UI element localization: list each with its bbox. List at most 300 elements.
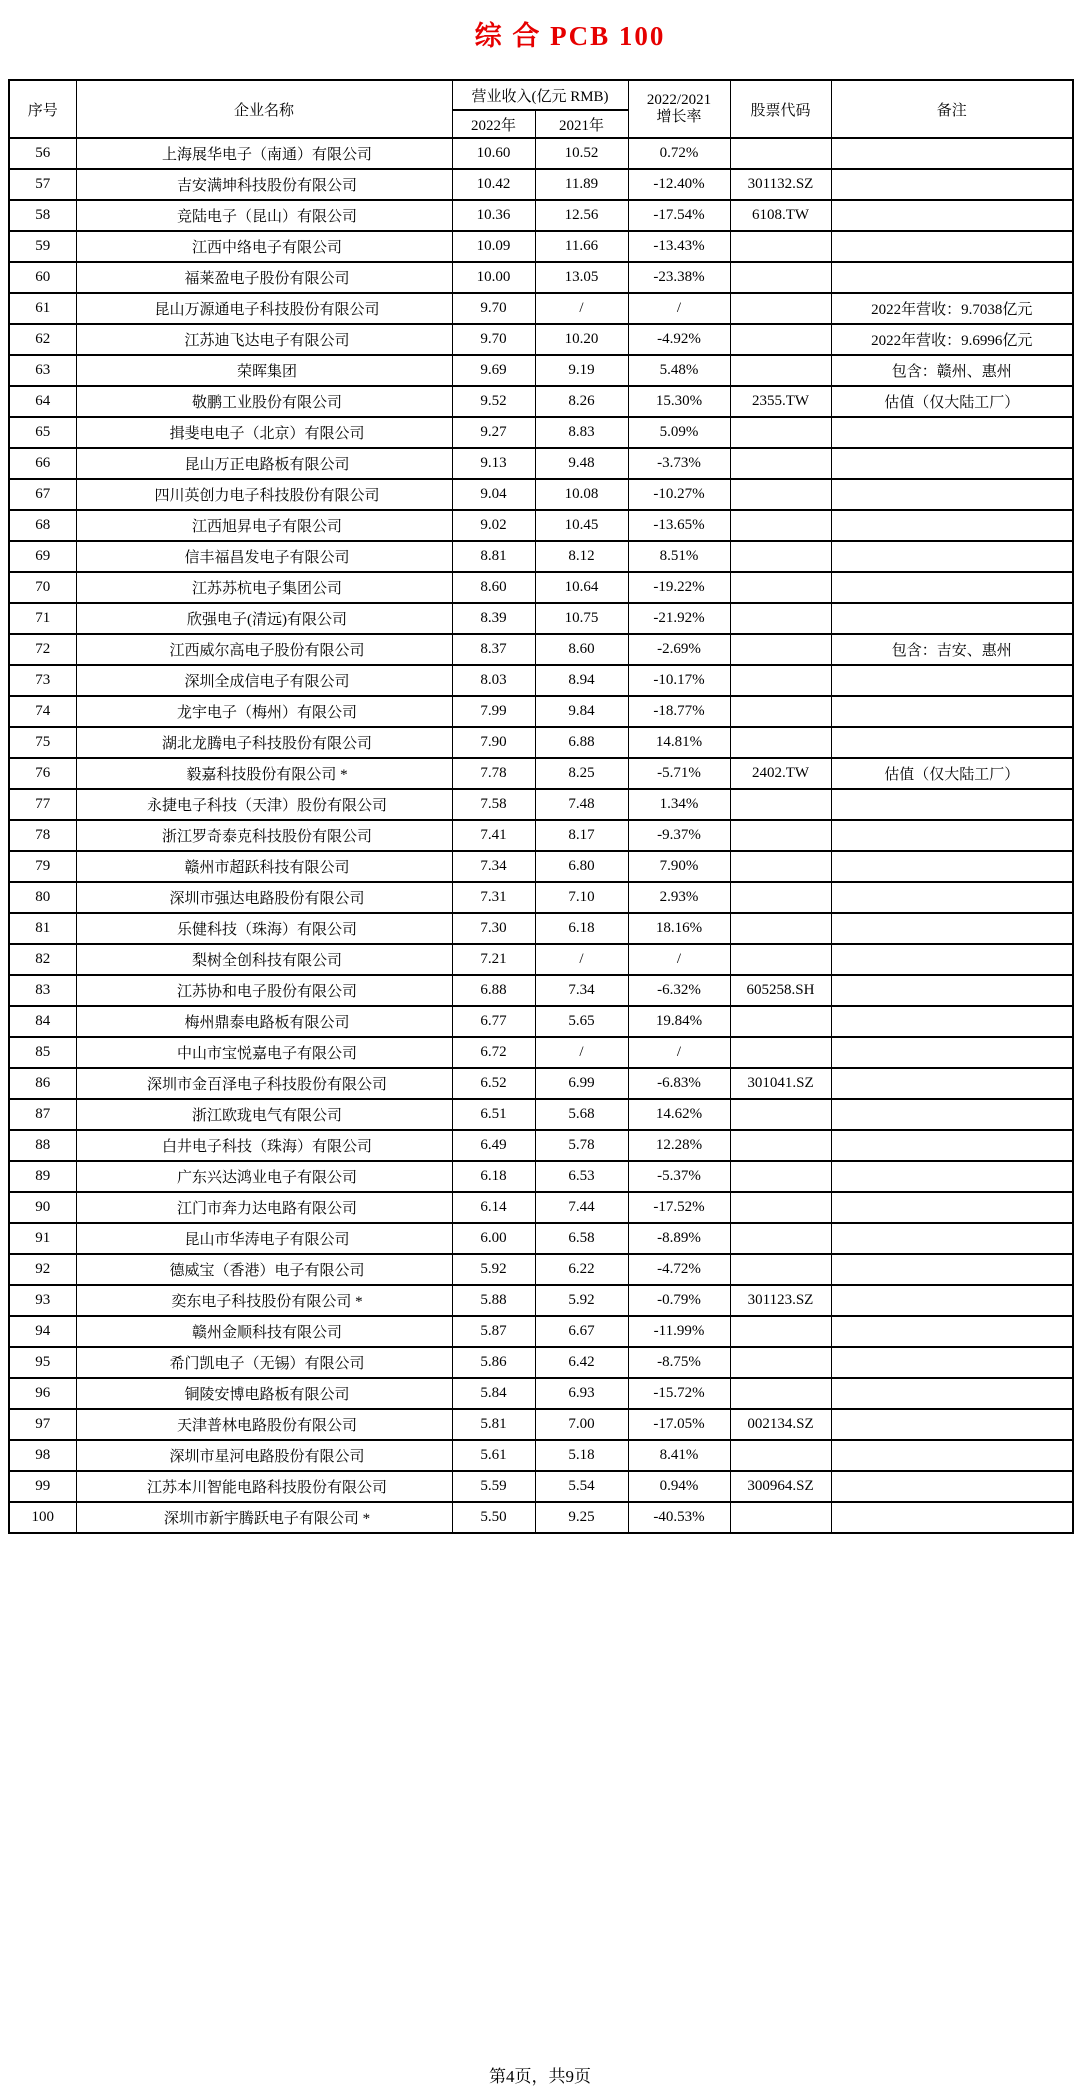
- cell-company: 奕东电子科技股份有限公司 *: [76, 1285, 452, 1316]
- cell-stock-code: [730, 1099, 831, 1130]
- cell-growth: 12.28%: [628, 1130, 730, 1161]
- cell-growth: -4.72%: [628, 1254, 730, 1285]
- cell-revenue-2021: 8.26: [535, 386, 628, 417]
- cell-stock-code: [730, 417, 831, 448]
- cell-remark: [831, 1161, 1073, 1192]
- cell-growth: -10.17%: [628, 665, 730, 696]
- cell-revenue-2021: 6.22: [535, 1254, 628, 1285]
- cell-stock-code: [730, 138, 831, 169]
- table-row: [9, 1409, 1073, 1440]
- table-row: [9, 1130, 1073, 1161]
- cell-rank: 94: [9, 1316, 76, 1347]
- cell-company: 四川英创力电子科技股份有限公司: [76, 479, 452, 510]
- cell-company: 深圳全成信电子有限公司: [76, 665, 452, 696]
- table-row: [9, 541, 1073, 572]
- cell-revenue-2021: 8.12: [535, 541, 628, 572]
- table-row: [9, 293, 1073, 324]
- header-2022: 2022年: [452, 110, 535, 138]
- cell-growth: 5.48%: [628, 355, 730, 386]
- cell-growth: 7.90%: [628, 851, 730, 882]
- cell-growth: /: [628, 944, 730, 975]
- cell-revenue-2021: 7.48: [535, 789, 628, 820]
- cell-stock-code: [730, 293, 831, 324]
- cell-remark: [831, 231, 1073, 262]
- cell-rank: 96: [9, 1378, 76, 1409]
- cell-revenue-2022: 6.49: [452, 1130, 535, 1161]
- cell-remark: [831, 479, 1073, 510]
- cell-rank: 97: [9, 1409, 76, 1440]
- cell-rank: 59: [9, 231, 76, 262]
- cell-remark: [831, 1471, 1073, 1502]
- cell-growth: -17.05%: [628, 1409, 730, 1440]
- cell-company: 中山市宝悦嘉电子有限公司: [76, 1037, 452, 1068]
- cell-rank: 89: [9, 1161, 76, 1192]
- cell-rank: 80: [9, 882, 76, 913]
- cell-revenue-2022: 7.31: [452, 882, 535, 913]
- table-row: [9, 665, 1073, 696]
- cell-stock-code: [730, 1161, 831, 1192]
- table-row: [9, 944, 1073, 975]
- header-rank: 序号: [9, 80, 76, 138]
- cell-rank: 58: [9, 200, 76, 231]
- cell-stock-code: [730, 696, 831, 727]
- cell-revenue-2022: 8.37: [452, 634, 535, 665]
- cell-remark: [831, 696, 1073, 727]
- table-row: [9, 882, 1073, 913]
- cell-growth: -3.73%: [628, 448, 730, 479]
- cell-revenue-2022: 6.88: [452, 975, 535, 1006]
- cell-revenue-2021: /: [535, 944, 628, 975]
- table-row: [9, 324, 1073, 355]
- table-row: [9, 510, 1073, 541]
- cell-revenue-2022: 9.69: [452, 355, 535, 386]
- table-row: [9, 1440, 1073, 1471]
- cell-stock-code: [730, 820, 831, 851]
- cell-growth: -2.69%: [628, 634, 730, 665]
- cell-revenue-2021: 7.00: [535, 1409, 628, 1440]
- cell-stock-code: [730, 510, 831, 541]
- cell-stock-code: [730, 479, 831, 510]
- cell-growth: 1.34%: [628, 789, 730, 820]
- cell-revenue-2021: 12.56: [535, 200, 628, 231]
- cell-growth: 8.51%: [628, 541, 730, 572]
- cell-revenue-2022: 8.60: [452, 572, 535, 603]
- cell-revenue-2021: 10.64: [535, 572, 628, 603]
- cell-rank: 86: [9, 1068, 76, 1099]
- cell-revenue-2022: 9.13: [452, 448, 535, 479]
- cell-stock-code: 2355.TW: [730, 386, 831, 417]
- cell-revenue-2021: 8.17: [535, 820, 628, 851]
- cell-revenue-2021: 5.18: [535, 1440, 628, 1471]
- table-row: [9, 1285, 1073, 1316]
- cell-remark: [831, 1285, 1073, 1316]
- cell-revenue-2022: 10.00: [452, 262, 535, 293]
- cell-revenue-2022: 9.27: [452, 417, 535, 448]
- cell-company: 乐健科技（珠海）有限公司: [76, 913, 452, 944]
- cell-remark: 包含：赣州、惠州: [831, 355, 1073, 386]
- cell-company: 敬鹏工业股份有限公司: [76, 386, 452, 417]
- cell-rank: 66: [9, 448, 76, 479]
- cell-growth: -21.92%: [628, 603, 730, 634]
- table-row: [9, 1068, 1073, 1099]
- cell-revenue-2022: 5.61: [452, 1440, 535, 1471]
- cell-stock-code: [730, 634, 831, 665]
- cell-rank: 68: [9, 510, 76, 541]
- cell-stock-code: 2402.TW: [730, 758, 831, 789]
- cell-stock-code: [730, 789, 831, 820]
- cell-revenue-2021: 6.80: [535, 851, 628, 882]
- table-row: [9, 1161, 1073, 1192]
- cell-rank: 95: [9, 1347, 76, 1378]
- table-row: [9, 789, 1073, 820]
- cell-rank: 77: [9, 789, 76, 820]
- cell-revenue-2022: 5.88: [452, 1285, 535, 1316]
- cell-growth: -17.52%: [628, 1192, 730, 1223]
- cell-growth: -15.72%: [628, 1378, 730, 1409]
- cell-company: 浙江罗奇泰克科技股份有限公司: [76, 820, 452, 851]
- table-row: [9, 1223, 1073, 1254]
- cell-rank: 88: [9, 1130, 76, 1161]
- cell-remark: [831, 1099, 1073, 1130]
- cell-revenue-2022: 6.18: [452, 1161, 535, 1192]
- table-body: [9, 138, 1073, 1533]
- header-growth-line1: 2022/2021: [646, 91, 712, 108]
- cell-revenue-2022: 9.04: [452, 479, 535, 510]
- cell-remark: [831, 169, 1073, 200]
- table-row: [9, 448, 1073, 479]
- cell-revenue-2021: 10.20: [535, 324, 628, 355]
- cell-rank: 56: [9, 138, 76, 169]
- cell-company: 江西中络电子有限公司: [76, 231, 452, 262]
- cell-stock-code: [730, 1440, 831, 1471]
- cell-stock-code: [730, 355, 831, 386]
- cell-company: 江门市奔力达电路有限公司: [76, 1192, 452, 1223]
- cell-stock-code: [730, 913, 831, 944]
- table-row: [9, 1037, 1073, 1068]
- cell-growth: 0.72%: [628, 138, 730, 169]
- cell-rank: 74: [9, 696, 76, 727]
- cell-revenue-2021: 7.10: [535, 882, 628, 913]
- cell-revenue-2021: 6.53: [535, 1161, 628, 1192]
- cell-company: 深圳市新宇腾跃电子有限公司 *: [76, 1502, 452, 1533]
- cell-revenue-2021: 6.58: [535, 1223, 628, 1254]
- cell-revenue-2022: 9.70: [452, 293, 535, 324]
- cell-growth: -5.37%: [628, 1161, 730, 1192]
- cell-company: 江西旭昇电子有限公司: [76, 510, 452, 541]
- cell-rank: 85: [9, 1037, 76, 1068]
- cell-stock-code: 002134.SZ: [730, 1409, 831, 1440]
- cell-company: 竞陆电子（昆山）有限公司: [76, 200, 452, 231]
- cell-remark: [831, 1223, 1073, 1254]
- cell-company: 江西威尔高电子股份有限公司: [76, 634, 452, 665]
- cell-growth: -6.32%: [628, 975, 730, 1006]
- cell-rank: 100: [9, 1502, 76, 1533]
- cell-stock-code: [730, 448, 831, 479]
- cell-revenue-2021: 6.42: [535, 1347, 628, 1378]
- cell-revenue-2021: 9.84: [535, 696, 628, 727]
- header-revenue-group: 营业收入(亿元 RMB): [452, 80, 628, 110]
- cell-revenue-2022: 7.34: [452, 851, 535, 882]
- cell-growth: -6.83%: [628, 1068, 730, 1099]
- cell-revenue-2021: 11.89: [535, 169, 628, 200]
- table-row: [9, 1316, 1073, 1347]
- pcb-ranking-table: [8, 79, 1074, 1534]
- cell-revenue-2021: 10.45: [535, 510, 628, 541]
- cell-company: 浙江欧珑电气有限公司: [76, 1099, 452, 1130]
- cell-rank: 67: [9, 479, 76, 510]
- cell-revenue-2021: 7.34: [535, 975, 628, 1006]
- cell-growth: 14.62%: [628, 1099, 730, 1130]
- cell-revenue-2021: 8.60: [535, 634, 628, 665]
- cell-company: 荣晖集团: [76, 355, 452, 386]
- cell-growth: -9.37%: [628, 820, 730, 851]
- cell-remark: [831, 1440, 1073, 1471]
- cell-company: 赣州金顺科技有限公司: [76, 1316, 452, 1347]
- cell-remark: [831, 1409, 1073, 1440]
- table-row: [9, 1254, 1073, 1285]
- cell-remark: [831, 138, 1073, 169]
- table-row: [9, 386, 1073, 417]
- cell-revenue-2022: 5.50: [452, 1502, 535, 1533]
- cell-growth: -18.77%: [628, 696, 730, 727]
- cell-company: 梅州鼎泰电路板有限公司: [76, 1006, 452, 1037]
- cell-company: 湖北龙腾电子科技股份有限公司: [76, 727, 452, 758]
- cell-remark: [831, 510, 1073, 541]
- cell-company: 欣强电子(清远)有限公司: [76, 603, 452, 634]
- table-row: [9, 851, 1073, 882]
- cell-growth: -23.38%: [628, 262, 730, 293]
- cell-stock-code: 6108.TW: [730, 200, 831, 231]
- cell-rank: 78: [9, 820, 76, 851]
- cell-revenue-2022: 8.39: [452, 603, 535, 634]
- cell-stock-code: [730, 1347, 831, 1378]
- cell-rank: 65: [9, 417, 76, 448]
- cell-stock-code: 300964.SZ: [730, 1471, 831, 1502]
- cell-remark: 估值（仅大陆工厂）: [831, 758, 1073, 789]
- table-row: [9, 634, 1073, 665]
- cell-rank: 98: [9, 1440, 76, 1471]
- cell-growth: -17.54%: [628, 200, 730, 231]
- cell-revenue-2022: 5.84: [452, 1378, 535, 1409]
- cell-remark: [831, 1192, 1073, 1223]
- cell-revenue-2021: 5.92: [535, 1285, 628, 1316]
- cell-stock-code: [730, 603, 831, 634]
- cell-remark: [831, 1068, 1073, 1099]
- cell-rank: 64: [9, 386, 76, 417]
- cell-stock-code: [730, 1378, 831, 1409]
- cell-revenue-2021: 8.83: [535, 417, 628, 448]
- cell-remark: [831, 1037, 1073, 1068]
- cell-stock-code: [730, 231, 831, 262]
- cell-revenue-2021: 9.48: [535, 448, 628, 479]
- cell-rank: 90: [9, 1192, 76, 1223]
- cell-revenue-2022: 5.87: [452, 1316, 535, 1347]
- cell-stock-code: [730, 851, 831, 882]
- table-row: [9, 479, 1073, 510]
- cell-growth: -8.89%: [628, 1223, 730, 1254]
- table-row: [9, 913, 1073, 944]
- cell-company: 信丰福昌发电子有限公司: [76, 541, 452, 572]
- cell-company: 吉安满坤科技股份有限公司: [76, 169, 452, 200]
- cell-revenue-2022: 8.81: [452, 541, 535, 572]
- cell-rank: 73: [9, 665, 76, 696]
- table-row: [9, 355, 1073, 386]
- cell-company: 毅嘉科技股份有限公司 *: [76, 758, 452, 789]
- cell-revenue-2022: 7.90: [452, 727, 535, 758]
- cell-company: 深圳市星河电路股份有限公司: [76, 1440, 452, 1471]
- cell-company: 赣州市超跃科技有限公司: [76, 851, 452, 882]
- cell-company: 深圳市强达电路股份有限公司: [76, 882, 452, 913]
- cell-remark: [831, 851, 1073, 882]
- cell-revenue-2021: 5.54: [535, 1471, 628, 1502]
- cell-rank: 57: [9, 169, 76, 200]
- cell-company: 德威宝（香港）电子有限公司: [76, 1254, 452, 1285]
- table-row: [9, 1378, 1073, 1409]
- cell-remark: [831, 944, 1073, 975]
- cell-remark: [831, 975, 1073, 1006]
- cell-stock-code: [730, 1223, 831, 1254]
- header-company: 企业名称: [76, 80, 452, 138]
- cell-growth: -10.27%: [628, 479, 730, 510]
- cell-remark: [831, 820, 1073, 851]
- cell-growth: 0.94%: [628, 1471, 730, 1502]
- cell-company: 昆山万正电路板有限公司: [76, 448, 452, 479]
- header-growth-line2: 增长率: [656, 109, 702, 125]
- cell-rank: 93: [9, 1285, 76, 1316]
- cell-revenue-2022: 10.09: [452, 231, 535, 262]
- cell-growth: 2.93%: [628, 882, 730, 913]
- cell-remark: [831, 913, 1073, 944]
- cell-company: 广东兴达鸿业电子有限公司: [76, 1161, 452, 1192]
- cell-revenue-2022: 6.72: [452, 1037, 535, 1068]
- cell-rank: 87: [9, 1099, 76, 1130]
- cell-rank: 75: [9, 727, 76, 758]
- cell-rank: 70: [9, 572, 76, 603]
- cell-revenue-2021: 11.66: [535, 231, 628, 262]
- cell-rank: 69: [9, 541, 76, 572]
- cell-revenue-2021: 5.78: [535, 1130, 628, 1161]
- cell-company: 天津普林电路股份有限公司: [76, 1409, 452, 1440]
- cell-remark: 2022年营收：9.6996亿元: [831, 324, 1073, 355]
- table-row: [9, 1192, 1073, 1223]
- cell-stock-code: [730, 262, 831, 293]
- cell-remark: [831, 1378, 1073, 1409]
- cell-stock-code: [730, 727, 831, 758]
- cell-rank: 92: [9, 1254, 76, 1285]
- cell-revenue-2022: 5.92: [452, 1254, 535, 1285]
- cell-stock-code: [730, 882, 831, 913]
- cell-growth: -12.40%: [628, 169, 730, 200]
- header-stock-code: 股票代码: [730, 80, 831, 138]
- cell-revenue-2022: 7.99: [452, 696, 535, 727]
- cell-revenue-2021: 13.05: [535, 262, 628, 293]
- cell-rank: 60: [9, 262, 76, 293]
- table-row: [9, 696, 1073, 727]
- cell-revenue-2022: 9.70: [452, 324, 535, 355]
- cell-growth: 19.84%: [628, 1006, 730, 1037]
- cell-stock-code: [730, 1192, 831, 1223]
- cell-growth: -5.71%: [628, 758, 730, 789]
- cell-growth: -4.92%: [628, 324, 730, 355]
- cell-remark: [831, 1316, 1073, 1347]
- table-row: [9, 262, 1073, 293]
- cell-remark: [831, 882, 1073, 913]
- cell-remark: [831, 1254, 1073, 1285]
- cell-revenue-2022: 10.60: [452, 138, 535, 169]
- cell-company: 昆山市华涛电子有限公司: [76, 1223, 452, 1254]
- cell-remark: [831, 665, 1073, 696]
- cell-rank: 82: [9, 944, 76, 975]
- cell-revenue-2021: 6.93: [535, 1378, 628, 1409]
- header-growth: [628, 80, 730, 138]
- cell-company: 铜陵安博电路板有限公司: [76, 1378, 452, 1409]
- cell-revenue-2021: 5.65: [535, 1006, 628, 1037]
- cell-revenue-2022: 5.81: [452, 1409, 535, 1440]
- cell-stock-code: [730, 324, 831, 355]
- table-row: [9, 572, 1073, 603]
- header-remark: 备注: [831, 80, 1073, 138]
- table-row: [9, 1502, 1073, 1533]
- cell-stock-code: [730, 1502, 831, 1533]
- cell-revenue-2022: 7.41: [452, 820, 535, 851]
- cell-revenue-2022: 6.00: [452, 1223, 535, 1254]
- cell-growth: -40.53%: [628, 1502, 730, 1533]
- cell-company: 江苏协和电子股份有限公司: [76, 975, 452, 1006]
- cell-revenue-2022: 5.86: [452, 1347, 535, 1378]
- cell-remark: [831, 727, 1073, 758]
- cell-rank: 61: [9, 293, 76, 324]
- cell-company: 江苏迪飞达电子有限公司: [76, 324, 452, 355]
- cell-rank: 71: [9, 603, 76, 634]
- cell-revenue-2022: 9.02: [452, 510, 535, 541]
- cell-remark: [831, 200, 1073, 231]
- table-row: [9, 200, 1073, 231]
- cell-company: 龙宇电子（梅州）有限公司: [76, 696, 452, 727]
- cell-revenue-2021: 6.67: [535, 1316, 628, 1347]
- cell-remark: [831, 789, 1073, 820]
- cell-company: 白井电子科技（珠海）有限公司: [76, 1130, 452, 1161]
- cell-revenue-2022: 7.58: [452, 789, 535, 820]
- cell-stock-code: [730, 1316, 831, 1347]
- cell-company: 上海展华电子（南通）有限公司: [76, 138, 452, 169]
- cell-remark: 估值（仅大陆工厂）: [831, 386, 1073, 417]
- cell-remark: [831, 448, 1073, 479]
- page-footer: 第4页，共9页: [489, 2067, 591, 2086]
- cell-company: 永捷电子科技（天津）股份有限公司: [76, 789, 452, 820]
- cell-revenue-2022: 10.42: [452, 169, 535, 200]
- table-row: [9, 417, 1073, 448]
- cell-company: 希门凯电子（无锡）有限公司: [76, 1347, 452, 1378]
- table-header: [9, 80, 1073, 138]
- cell-growth: -13.43%: [628, 231, 730, 262]
- table-row: [9, 1006, 1073, 1037]
- cell-revenue-2021: /: [535, 293, 628, 324]
- cell-growth: 8.41%: [628, 1440, 730, 1471]
- cell-rank: 84: [9, 1006, 76, 1037]
- table-row: [9, 138, 1073, 169]
- cell-growth: /: [628, 293, 730, 324]
- cell-stock-code: 605258.SH: [730, 975, 831, 1006]
- header-2021: 2021年: [535, 110, 628, 138]
- cell-remark: [831, 262, 1073, 293]
- cell-company: 揖斐电电子（北京）有限公司: [76, 417, 452, 448]
- cell-remark: [831, 572, 1073, 603]
- cell-revenue-2022: 7.78: [452, 758, 535, 789]
- table-row: [9, 1099, 1073, 1130]
- cell-revenue-2021: 10.08: [535, 479, 628, 510]
- cell-revenue-2021: 9.25: [535, 1502, 628, 1533]
- table-row: [9, 758, 1073, 789]
